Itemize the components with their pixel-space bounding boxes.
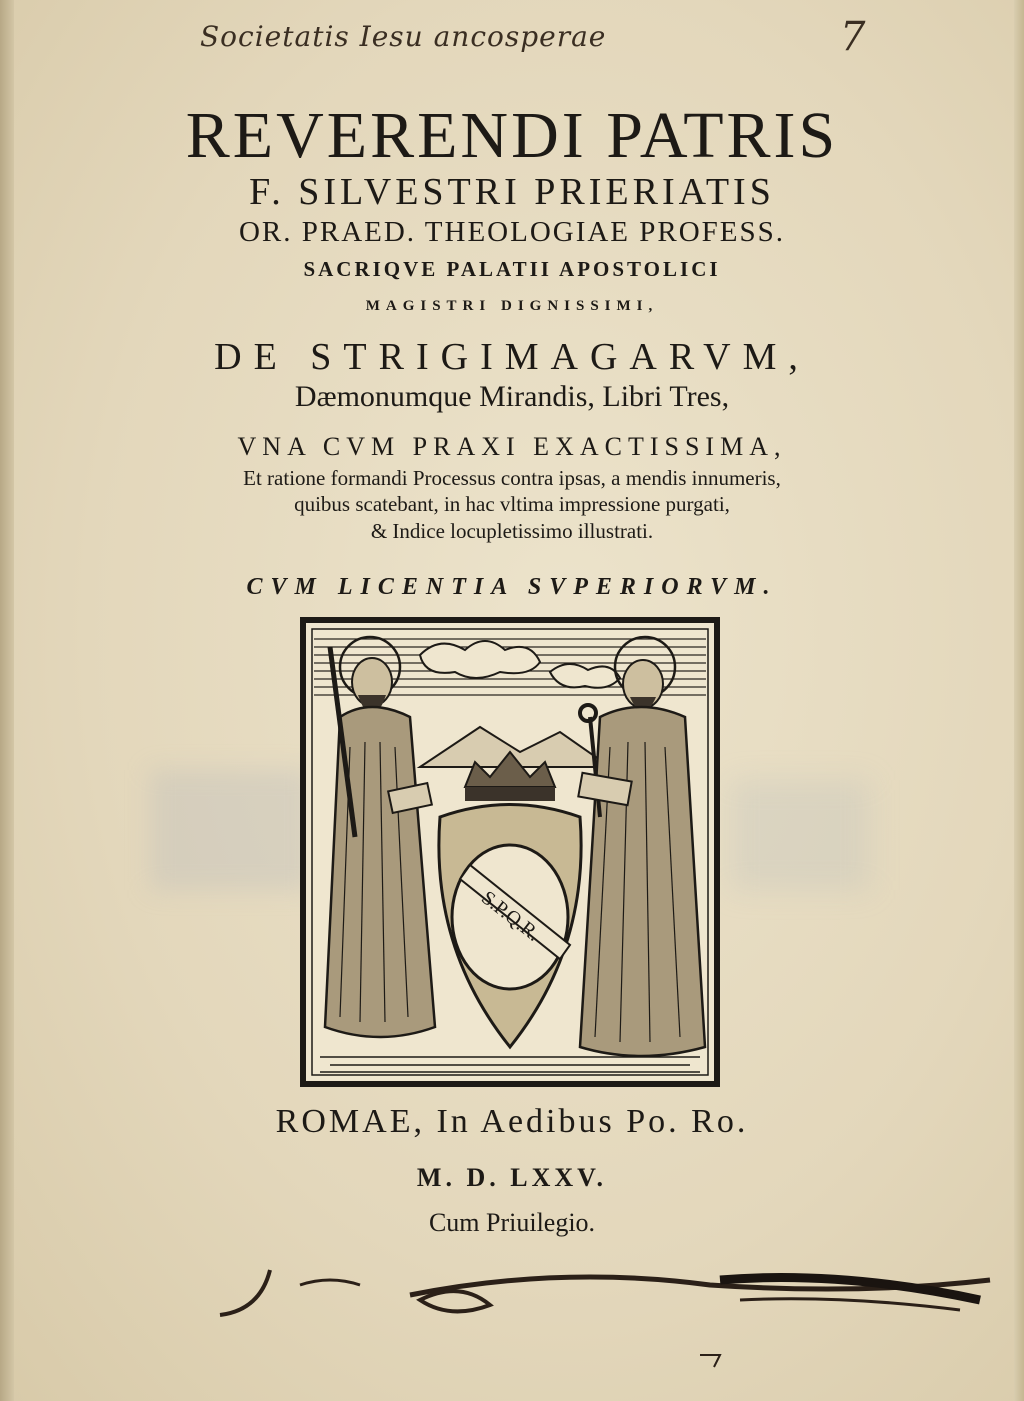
woodcut-illustration — [300, 617, 720, 1087]
handwritten-number: 7 — [840, 14, 867, 60]
paper-stain — [150, 770, 310, 890]
title-line-1: REVERENDI PATRIS — [185, 99, 839, 172]
ink-scribble-mark — [200, 1240, 1000, 1370]
imprint-city-line: ROMAE, In Aedibus Po. Ro. — [275, 1103, 749, 1140]
handwritten-inscription: Societatis Iesu ancosperae — [200, 20, 607, 53]
title-line-5: MAGISTRI DIGNISSIMI, — [365, 298, 659, 314]
title-line-9: Et ratione formandi Processus contra ipsas, a mendis innumeris, — [243, 466, 781, 490]
title-line-4: SACRIQVE PALATII APOSTOLICI — [303, 257, 721, 281]
title-line-2: F. SILVESTRI PRIERIATIS — [249, 171, 775, 213]
paper-stain — [730, 780, 870, 890]
title-line-3: OR. PRAED. THEOLOGIAE PROFESS. — [238, 216, 786, 248]
title-line-7: Dæmonumque Mirandis, Libri Tres, — [294, 380, 730, 413]
shield-text: S.P.Q.R. — [477, 886, 545, 946]
title-line-10: quibus scatebant, in hac vltima impressione purgati, — [294, 492, 730, 516]
title-line-11: & Indice locupletissimo illustrati. — [370, 519, 654, 543]
license-line: CVM LICENTIA SVPERIORVM. — [246, 574, 778, 600]
privilege-line: Cum Priuilegio. — [428, 1208, 596, 1237]
title-line-8: VNA CVM PRAXI EXACTISSIMA, — [237, 432, 787, 461]
title-line-6: DE STRIGIMAGARVM, — [214, 336, 810, 378]
imprint-year: M. D. LXXV. — [416, 1163, 608, 1192]
